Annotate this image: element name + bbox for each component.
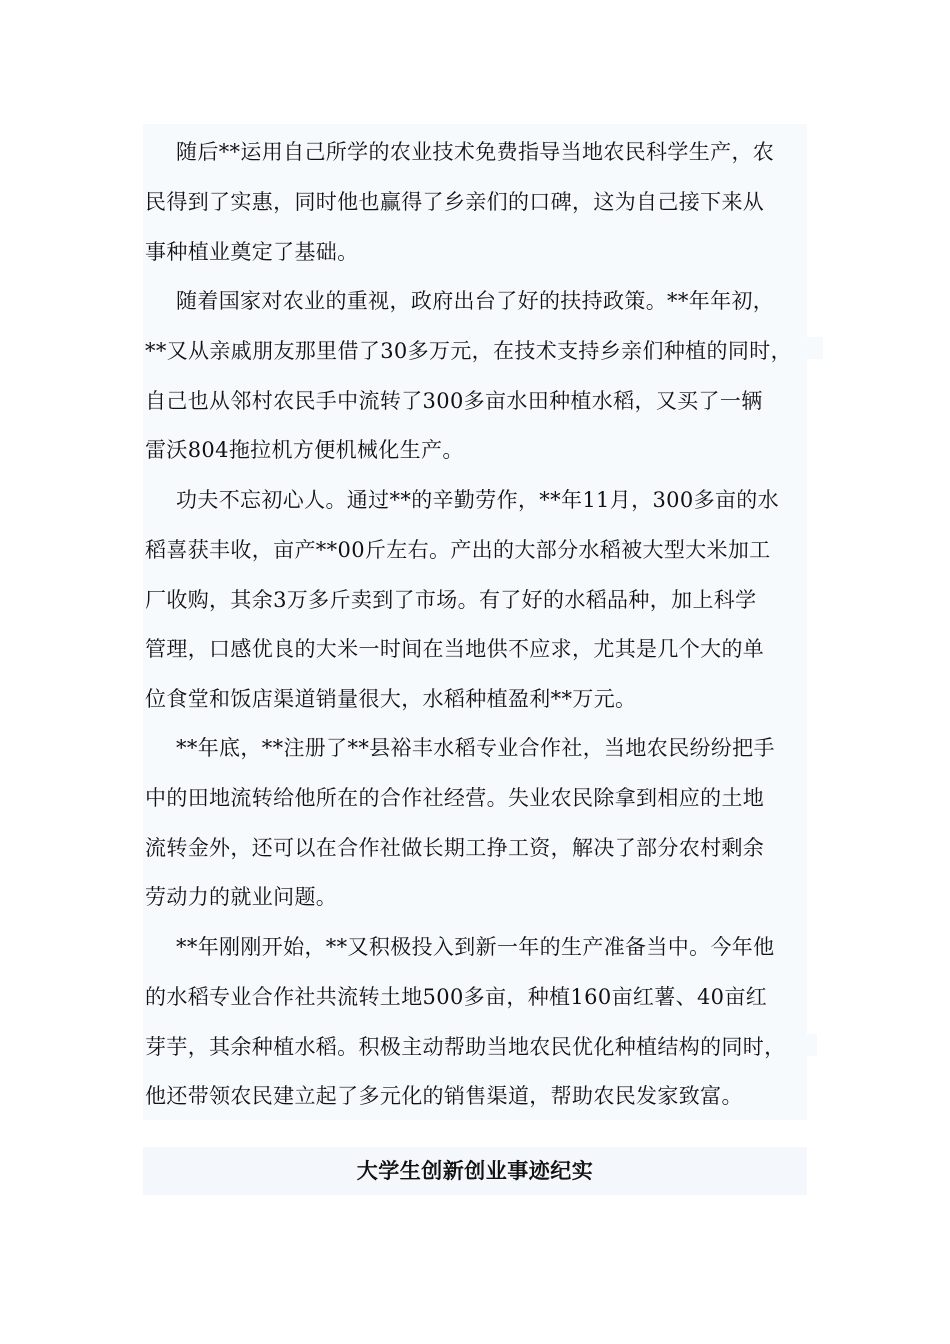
highlight-overhang: [807, 337, 823, 359]
section-heading: 大学生创新创业事迹纪实: [356, 1159, 594, 1183]
paragraph-1: 随后**运用自己所学的农业技术免费指导当地农民科学生产，农 民得到了实惠，同时他也赢得了乡亲们的口碑，这为自己接下来从 事种植业奠定了基础。: [145, 140, 775, 264]
paragraph-4: **年底，**注册了**县裕丰水稻专业合作社，当地农民纷纷把手 中的田地流转给他所在的合作社经营。失业农民除拿到相应的土地 流转金外，还可以在合作社做长期工挣工资，解决了部分农村剩余 劳动力的就业问题。: [145, 736, 775, 910]
paragraph-3: 功夫不忘初心人。通过**的辛勤劳作，**年11月，300多亩的水 稻喜获丰收，亩产**00斤左右。产出的大部分水稻被大型大米加工 厂收购，其余3万多斤卖到了市场。有了好的水稻品种，加上科学 管理，口感优良的大米一时间在当地供不应求，尤其是几个大的单 位食堂和饭店渠道销量很大，水稻种植盈利**万元。: [145, 488, 780, 712]
paragraph-5: **年刚刚开始，**又积极投入到新一年的生产准备当中。今年他 的水稻专业合作社共流转土地500多亩，种植160亩红薯、40亩红 芽芋，其余种植水稻。积极主动帮助当地农民优化种植结构的同时， 他还带领农民建立起了多元化的销售渠道，帮助农民发家致富。: [145, 935, 786, 1109]
paragraph-2: 随着国家对农业的重视，政府出台了好的扶持政策。**年年初， **又从亲戚朋友那里借了30多万元，在技术支持乡亲们种植的同时， 自己也从邻村农民手中流转了300多亩水田种植水稻，又买了一辆 雷沃804拖拉机方便机械化生产。: [145, 289, 792, 463]
